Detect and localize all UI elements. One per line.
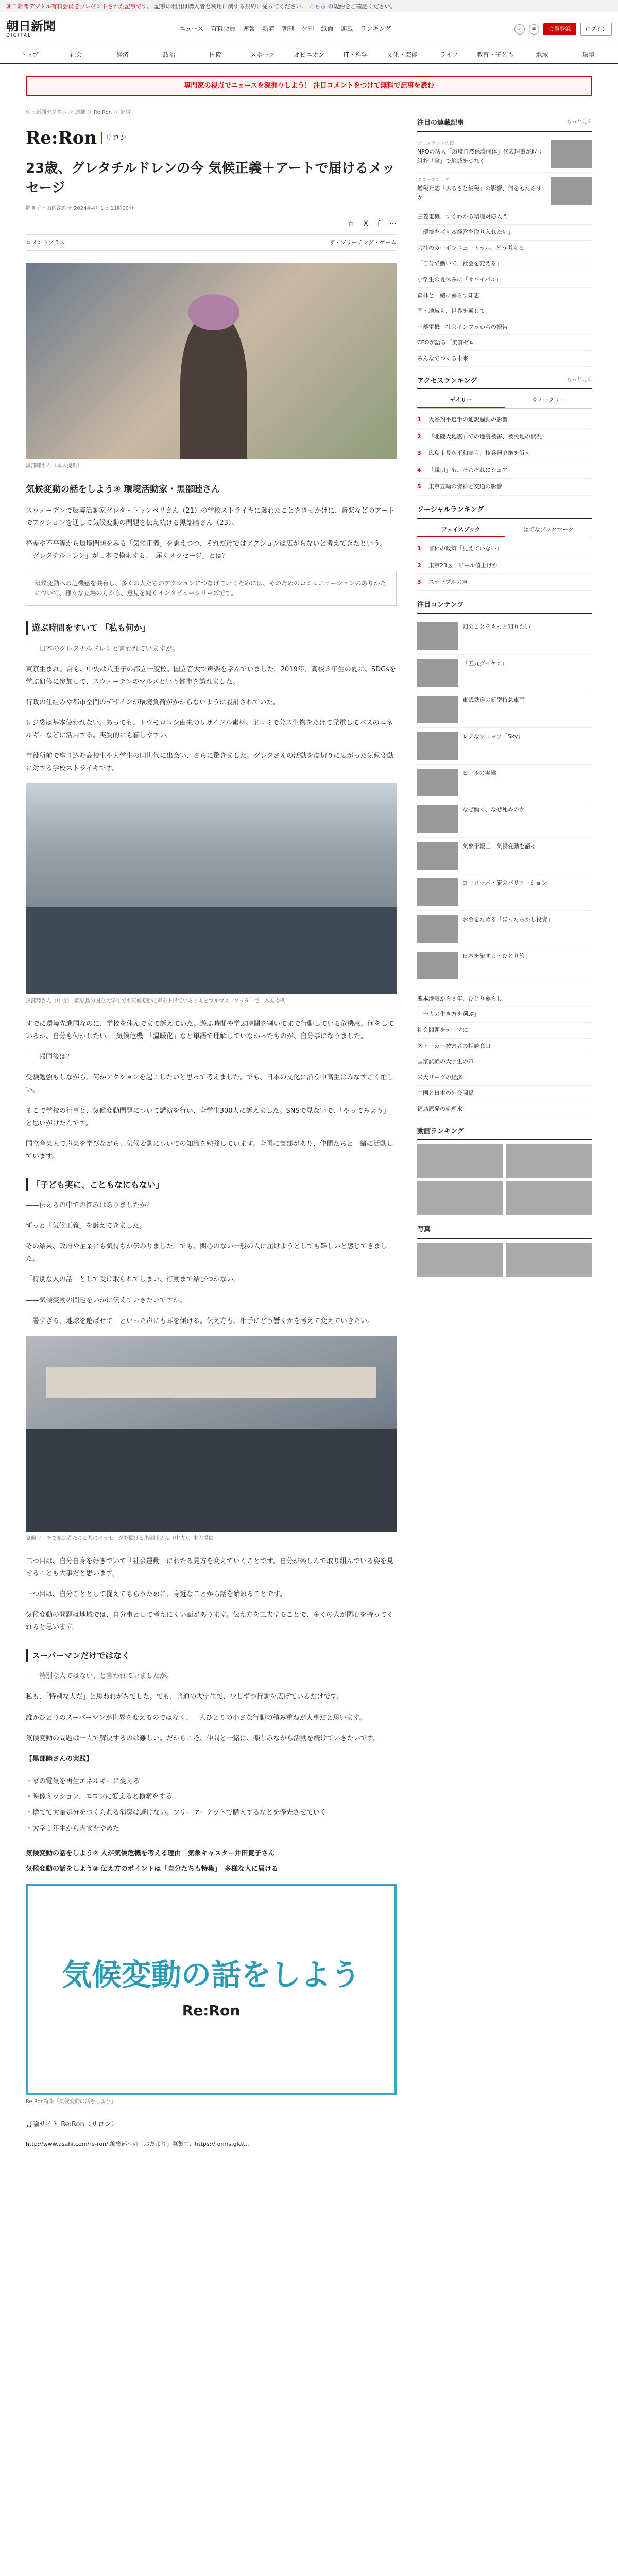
- feature-text: ビールの実態: [462, 769, 496, 776]
- site-header: [0, 12, 618, 46]
- feature-item[interactable]: [417, 947, 592, 984]
- feature-thumbnail: [417, 842, 458, 870]
- sidebar-link[interactable]: CEOが語る「実質ゼロ」: [417, 335, 592, 351]
- sidebar-heading-text: 注目コンテンツ: [417, 601, 464, 609]
- video-grid: [417, 1144, 592, 1215]
- tips-title: 【黒部睦さんの実践】: [26, 1755, 93, 1763]
- category-item[interactable]: トップ: [20, 51, 39, 58]
- rank-number: 5: [417, 483, 421, 490]
- tip-item: ・大学１年生から肉食をやめた: [26, 1825, 120, 1833]
- photo-caption: 黒部睦さん（中央）。鹿児島の国立大学生でも気候変動に声を上げている方々とマルマスーソッターで。本人提供: [26, 998, 285, 1005]
- ranking-tabs: [417, 394, 592, 409]
- article-photo-2: [26, 783, 397, 994]
- paragraph: 「暑すぎる、地球を遊ばせて」といった声にも耳を傾ける。伝え方も、相手にどう響くかを考えて変えていきたい。: [26, 1317, 374, 1325]
- category-item[interactable]: 政治: [163, 51, 176, 58]
- sidebar: [417, 109, 592, 2158]
- feature-thumbnail: [417, 769, 458, 796]
- paragraph: ずっと「気候正義」を訴えてきました。: [26, 1222, 146, 1230]
- tab-hatena[interactable]: はてなブックマーク: [523, 526, 574, 533]
- sidebar-link[interactable]: 小学生の夏休みに「サバイバル」: [417, 272, 592, 288]
- pick-label: プロメテウスの罠: [417, 141, 454, 146]
- sidebar-link[interactable]: 「自分で動いて、社会を変える」: [417, 256, 592, 272]
- photo-grid: [417, 1243, 592, 1277]
- sidebar-heading: [417, 600, 592, 614]
- paragraph: 気候変動の問題は地域では、自分事として考えにくい面があります。伝え方を工夫することで、多くの人が関心を持ってくれると思います。: [26, 1611, 393, 1631]
- lead-heading: 気候変動の話をしよう③ 環境活動家・黒部睦さん: [26, 484, 220, 495]
- category-item[interactable]: 社会: [70, 51, 82, 58]
- feature-thumbnail: [417, 878, 458, 906]
- social-tabs: [417, 523, 592, 538]
- ranking-item[interactable]: [417, 557, 592, 574]
- category-item[interactable]: 国際: [210, 51, 222, 58]
- notice-prefix: 朝日新聞デジタル有料会員をプレゼントされた記事です。: [6, 3, 153, 10]
- login-button[interactable]: ログイン: [580, 23, 612, 36]
- notice-link[interactable]: こちら: [309, 3, 327, 10]
- tab-facebook[interactable]: フェイスブック: [417, 523, 505, 537]
- question: ――帰国後は？: [26, 1053, 73, 1061]
- paragraph: 格差や不平等から環境問題をみる「気候正義」を訴えつつ、それだけではアクションは広がらないと考えてきたという。「グレタチルドレン」が日本で模索する、「届くメッセージ」とは？: [26, 539, 387, 560]
- rank-text: 大谷翔平選手の通訳騒動の影響: [428, 416, 508, 423]
- series-note-box: 気候変動への危機感を共有し、多くの人たちのアクションにつなげていくためには、そのためのコミュニケーションのありかたについて、様々な立場の方から、意見を聞くインタビューシリーズです。: [26, 571, 397, 606]
- more-link[interactable]: もっと見る: [566, 118, 592, 125]
- rank-text: 「北陸大地震」での地震被害、被災地の状況: [428, 433, 542, 440]
- feature-text: お金をためる「ほったらかし投資」: [462, 916, 553, 923]
- sidebar-link[interactable]: 中国と日本の外交関係: [417, 1086, 592, 1101]
- feature-item[interactable]: [417, 728, 592, 765]
- feature-text: なぜ働く、なぜ死ぬのか: [462, 806, 525, 813]
- paragraph: 気候変動の問題は一人で解決するのは難しい。だからこそ、仲間と一緒に、楽しみながら活動を続けていきたいです。: [26, 1734, 380, 1742]
- header-nav-item[interactable]: ランキング: [360, 25, 391, 32]
- brand-name: Re:Ron: [26, 127, 97, 148]
- subscribe-button[interactable]: 会員登録: [543, 23, 576, 36]
- brand-tag: リロン: [101, 132, 127, 144]
- rank-number: 3: [417, 450, 421, 457]
- notice-suffix: の規約をご確認ください。: [328, 3, 396, 10]
- ranking-item[interactable]: [417, 445, 592, 462]
- feature-thumbnail: [417, 622, 458, 650]
- group-crowd-shape: [26, 907, 397, 994]
- feature-text: 知のことをもっと知りたい: [462, 623, 530, 630]
- feature-item[interactable]: [417, 874, 592, 911]
- sidebar-pick[interactable]: [417, 136, 592, 173]
- question: ――伝えるの中での悩みはありましたか？: [26, 1201, 153, 1210]
- footer-url[interactable]: http://www.asahi.com/re-ron/ 編集部への「おたより」募集中：https://forms.gle/...: [26, 2141, 249, 2147]
- comment-plus-link[interactable]: コメントプラス: [26, 239, 65, 246]
- ranking-item[interactable]: [417, 479, 592, 496]
- series-banner[interactable]: [26, 1884, 397, 2095]
- rank-number: 2: [417, 562, 421, 569]
- bookmark-icon[interactable]: ☆: [347, 219, 354, 228]
- knit-hat-shape: [188, 294, 239, 330]
- feature-thumbnail: [417, 952, 458, 979]
- pick-text: NPOの法人「環境自然保護団体」代表理事が取り組む「食」で地域をつなぐ: [417, 148, 543, 164]
- category-nav: [0, 46, 618, 64]
- banner-shape: [46, 1367, 376, 1398]
- photo-caption: 気候マーチで参加者たちと共にメッセージを掲げる黒部睦さん（中央）。本人提供: [26, 1535, 214, 1541]
- rank-text: スナップルの声: [428, 579, 468, 586]
- notice-bar: [0, 0, 618, 12]
- banner-caption: Re:Ron特集「気候変動の話をしよう」: [26, 2098, 116, 2105]
- notice-body: 記事の利用は購入者と利用に関する規約に従ってください。: [154, 3, 307, 10]
- feature-item[interactable]: [417, 838, 592, 874]
- sidebar-link[interactable]: みんなでつくる未来: [417, 351, 592, 367]
- paragraph: 東京生まれ。常も、中央は八王子の都立一度校。国立音大で声楽を学んでいました。2019年、高校３年生の夏に、SDGsを学ぶ研修に参加して、スウェーデンのマルメという都市を訪れました。: [26, 665, 396, 686]
- sidebar-heading: [417, 1225, 592, 1239]
- search-icon[interactable]: ⌕: [514, 24, 525, 35]
- header-nav-item[interactable]: 連載: [340, 25, 353, 32]
- article-photo-3: [26, 1336, 397, 1532]
- logo-sub: DIGITAL: [6, 32, 32, 38]
- article-title: 23歳、グレタチルドレンの今 気候正義＋アートで届けるメッセージ: [26, 161, 396, 196]
- paragraph: 市役所前で座り込む高校生や大学生の同世代に出会い、さらに驚きました。グレタさんの活動を皮切りに広がった気候変動に対する学校ストライキです。: [26, 752, 394, 773]
- video-thumbnail[interactable]: [417, 1144, 503, 1178]
- paragraph: レジ袋は基本使われない。あっても、トウモロコシ由来のリサイクル素材。主コミで分ス生物をたけて発電してバスのエネルギーなどに活用する。実質的にも暮しやすい。: [26, 719, 393, 740]
- photo-thumbnail[interactable]: [417, 1243, 503, 1277]
- paragraph: その結果、政府や企業にも気持ちが伝わりました。でも、関心のない一般の人に届けようとしても難しいと感じてきました。: [26, 1243, 388, 1263]
- ranking-item[interactable]: [417, 429, 592, 446]
- feature-text: レアなショップ「Sky」: [462, 733, 524, 740]
- share-bar: [26, 218, 397, 229]
- category-item[interactable]: IT・科学: [344, 51, 368, 58]
- logo-text: 朝日新聞: [6, 19, 56, 34]
- category-item[interactable]: オピニオン: [294, 51, 325, 58]
- sidebar-link[interactable]: 米大リーグの経済: [417, 1070, 592, 1086]
- sidebar-link[interactable]: 熊本地震から８年、ひとり暮らし: [417, 991, 592, 1007]
- site-logo[interactable]: [6, 20, 56, 38]
- pick-thumbnail: [551, 140, 592, 168]
- spacer: [417, 984, 592, 991]
- paragraph: 国立音楽大で声楽を学びながら、気候変動についての知識を勉強しています。全国に支部があり、仲間たちと一緒に活動しています。: [26, 1140, 393, 1160]
- breadcrumb: 朝日新聞デジタル ＞ 連載 ＞ Re:Ron ＞ 記事: [26, 109, 131, 115]
- rank-number: 1: [417, 416, 421, 423]
- march-crowd-shape: [26, 1429, 397, 1532]
- feature-item[interactable]: [417, 691, 592, 728]
- sidebar-link[interactable]: 三菱電機、すぐわかる環境対応入門: [417, 209, 592, 225]
- feature-thumbnail: [417, 696, 458, 723]
- photo-caption: 黒部睦さん（本人提供）: [26, 463, 82, 469]
- category-item[interactable]: 地域: [536, 51, 548, 58]
- sidebar-heading-text: 注目の連載記事: [417, 118, 465, 127]
- article-toolbar: [26, 234, 397, 251]
- question: ――日本のグレタチルドレンと言われていますが。: [26, 645, 179, 653]
- person-figure: [180, 310, 247, 459]
- sidebar-link[interactable]: 「環境を考える経営を取り入れたい」: [417, 225, 592, 241]
- feature-text: ヨーロッパ・旅のバリエーション: [462, 879, 547, 886]
- tip-item: ・捨てて大量処分をつくられる消臭は避けない。フリーマーケットで購入するなどを優先させていく: [26, 1809, 327, 1817]
- pick-thumbnail: [551, 177, 592, 205]
- header-actions: [514, 23, 612, 36]
- article-main: [26, 109, 397, 2158]
- feature-text: 気象予報士、気候変動を語る: [462, 842, 536, 850]
- sidebar-link[interactable]: 国・地域も、世界を通じて: [417, 303, 592, 319]
- feature-item[interactable]: [417, 911, 592, 947]
- menu-icon[interactable]: ≡: [529, 24, 539, 35]
- header-nav-item[interactable]: ニュース: [179, 25, 204, 32]
- sidebar-heading-text: アクセスランキング: [417, 377, 477, 385]
- related-link[interactable]: 気候変動の話をしよう② 人が気候危機を考える理由 気象キャスター井田寛子さん: [26, 1849, 275, 1857]
- footer-site: 言論サイト Re:Ron（リロン）: [26, 2120, 118, 2128]
- paragraph: 「特別な人の話」として受け取られてしまい、行動まで結びつかない。: [26, 1276, 241, 1284]
- banner-logo: Re:Ron: [182, 2002, 241, 2020]
- more-link[interactable]: もっと見る: [566, 377, 592, 383]
- rank-text: 東京五輪の資料と交通の影響: [428, 483, 502, 490]
- banner-title: 気候変動の話をしよう: [61, 1957, 360, 1992]
- sidebar-link[interactable]: 社会問題をテーマに: [417, 1023, 592, 1039]
- video-thumbnail[interactable]: [417, 1181, 503, 1215]
- paragraph: そこで学校の行事と、気候変動問題について講演を行い、全学生300人に訴えました。SNSで見ないで、「やってみよう」と思いがけたんです。: [26, 1107, 390, 1127]
- ranking-item[interactable]: [417, 462, 592, 479]
- rank-number: 2: [417, 433, 421, 440]
- paragraph: 行政の仕組みや都市空間のデザインが環境負荷がかからないように設計されていた。: [26, 699, 280, 707]
- feature-item[interactable]: [417, 765, 592, 801]
- tab-daily[interactable]: デイリー: [417, 394, 505, 408]
- promo-banner[interactable]: 専門家の視点でニュースを深掘りしよう！ 注目コメントをつけて無料で記事を読む: [26, 76, 592, 96]
- paragraph: スウェーデンで環境活動家グレタ・トゥンベリさん（21）の学校ストライキに触れたことをきっかけに、音楽などのアートでアクションを通して気候変動の問題を伝え続ける黒部睦さん（23）。: [26, 506, 395, 527]
- sidebar-link[interactable]: 三菱電機 社会インフラからの報告: [417, 319, 592, 335]
- category-item[interactable]: 教育・子ども: [476, 51, 514, 58]
- video-thumbnail[interactable]: [506, 1144, 592, 1178]
- feature-item[interactable]: [417, 801, 592, 838]
- feature-thumbnail: [417, 659, 458, 687]
- sidebar-heading: [417, 118, 592, 132]
- header-nav-item[interactable]: 速報: [243, 25, 255, 32]
- header-nav-item[interactable]: 紙面: [321, 25, 334, 32]
- question: ――気候変動の問題をいかに伝えていきたいですか。: [26, 1296, 187, 1304]
- rank-number: 4: [417, 466, 421, 473]
- tip-item: ・映像ミッション、エコンに変えると検索をする: [26, 1793, 173, 1801]
- related-link[interactable]: 気候変動の話をしよう③ 伝え方のポイントは「自分たちも特集」 多様な人に届ける: [26, 1865, 279, 1873]
- tab-weekly[interactable]: ウィークリー: [531, 397, 565, 404]
- rank-number: 1: [417, 545, 421, 552]
- category-item[interactable]: 経済: [116, 51, 129, 58]
- category-item[interactable]: 文化・芸能: [386, 51, 418, 58]
- photo-thumbnail[interactable]: [506, 1243, 592, 1277]
- feature-item[interactable]: [417, 655, 592, 691]
- tip-item: ・家の電気を再生エネルギーに変える: [26, 1777, 140, 1785]
- feature-text: 日本を旅する・ひとり旅: [462, 952, 525, 959]
- video-thumbnail[interactable]: [506, 1181, 592, 1215]
- category-item[interactable]: 環境: [582, 51, 595, 58]
- category-item[interactable]: ライフ: [439, 51, 458, 58]
- section-heading: 遊ぶ時間をすいて 「私も何か」: [26, 621, 397, 635]
- ranking-item[interactable]: [417, 574, 592, 591]
- feature-text: 東武鉄道の新型特急車両: [462, 696, 525, 703]
- sidebar-heading-text: ソーシャルランキング: [417, 505, 484, 514]
- content-wrap: [26, 109, 592, 2158]
- section-heading: スーパーマンだけではなく: [26, 1649, 397, 1663]
- x-share-icon[interactable]: X: [363, 219, 369, 228]
- rank-number: 3: [417, 579, 421, 586]
- feature-thumbnail: [417, 805, 458, 833]
- facebook-share-icon[interactable]: f: [377, 219, 380, 228]
- series-brand[interactable]: [26, 124, 397, 152]
- sidebar-link[interactable]: 森林と一緒に暮らす知恵: [417, 288, 592, 304]
- sidebar-link[interactable]: ストーカー被害者の相談窓口: [417, 1039, 592, 1055]
- sidebar-heading-text: 写真: [417, 1226, 431, 1234]
- ranking-item[interactable]: [417, 540, 592, 557]
- header-nav-item[interactable]: 朝刊: [282, 25, 295, 32]
- tips-list: [26, 1774, 397, 1837]
- paragraph: 三つ目は、自分ごととして捉えてもらうために、身近なことから話を始めることです。: [26, 1590, 286, 1598]
- feature-item[interactable]: [417, 618, 592, 655]
- rank-text: 広島市長が平和宣言、核兵器廃絶を訴え: [428, 450, 530, 457]
- rank-text: 「親切」も、それぞれにシェア: [428, 466, 508, 473]
- sidebar-heading-text: 動画ランキング: [417, 1127, 464, 1136]
- paragraph: 二つ目は、自分自身を好きでいて「社会運動」にわたる見方を変えていくことです。自分が楽しんで取り組んでいる姿を見せることも大事だと思います。: [26, 1557, 393, 1578]
- paragraph: 受験勉強もしながら、何かアクションを起こしたいと思って考えました。でも、日本の文化に沿う中高生はみなすごく忙しい。: [26, 1074, 394, 1094]
- sidebar-heading: [417, 1127, 592, 1141]
- pick-label: クローズアップ: [417, 177, 449, 183]
- ranking-item[interactable]: [417, 412, 592, 429]
- paragraph: 誰かひとりのスーパーマンが世界を変えるのではなく、一人ひとりの小さな行動の積み重ねが大事だと思います。: [26, 1714, 366, 1722]
- article-photo-1: [26, 263, 397, 459]
- toolbar-right-link[interactable]: ザ・ブリーチング・ゲーム: [329, 239, 397, 246]
- sidebar-pick[interactable]: [417, 173, 592, 209]
- question: ――特別な人ではない、と言われていましたが。: [26, 1672, 174, 1681]
- more-share-icon[interactable]: ⋯: [389, 219, 397, 228]
- feature-thumbnail: [417, 915, 458, 943]
- header-nav: [179, 24, 391, 34]
- sidebar-heading: [417, 505, 592, 519]
- header-nav-item[interactable]: 新着: [262, 25, 275, 32]
- pick-text: 増税対応「ふるさと納税」の影響、何をもたらすか: [417, 184, 542, 201]
- sidebar-link[interactable]: 国家試験の大学生の声: [417, 1054, 592, 1070]
- section-heading: 「子ども実に、こともなにもない」: [26, 1178, 397, 1192]
- rank-text: 首相の政策「見えていない」: [428, 545, 502, 552]
- sidebar-link[interactable]: 会社のカーボンニュートラル、どう考える: [417, 241, 592, 257]
- paragraph: 私も、「特別な人だ」と思われがちでした。でも、普通の大学生で、少しずつ行動を広げているだけです。: [26, 1693, 344, 1701]
- sidebar-heading: [417, 376, 592, 390]
- article-meta: 聞き手・山内深紗子 2024年4月1日 11時00分: [26, 205, 134, 211]
- sidebar-link[interactable]: 福島原発の処理水: [417, 1101, 592, 1117]
- paragraph: すでに環境先進国なのに、学校を休んでまで訴えていた。遊ぶ時間や学ぶ時間を割いてまで行動している危機感。何をしているか、自分も何かしたい。「気候危機」「温暖化」など単語で理解していなかったものが、自分事になりました。: [26, 1020, 394, 1041]
- feature-text: 「五九グッケン」: [462, 659, 507, 667]
- header-nav-item[interactable]: 夕刊: [301, 25, 314, 32]
- sidebar-link[interactable]: 「一人の生き方を選ぶ」: [417, 1007, 592, 1023]
- feature-thumbnail: [417, 732, 458, 760]
- header-nav-item[interactable]: 有料会員: [211, 25, 236, 32]
- category-item[interactable]: スポーツ: [250, 51, 275, 58]
- rank-text: 東京23区、ビール値上げか: [428, 562, 498, 569]
